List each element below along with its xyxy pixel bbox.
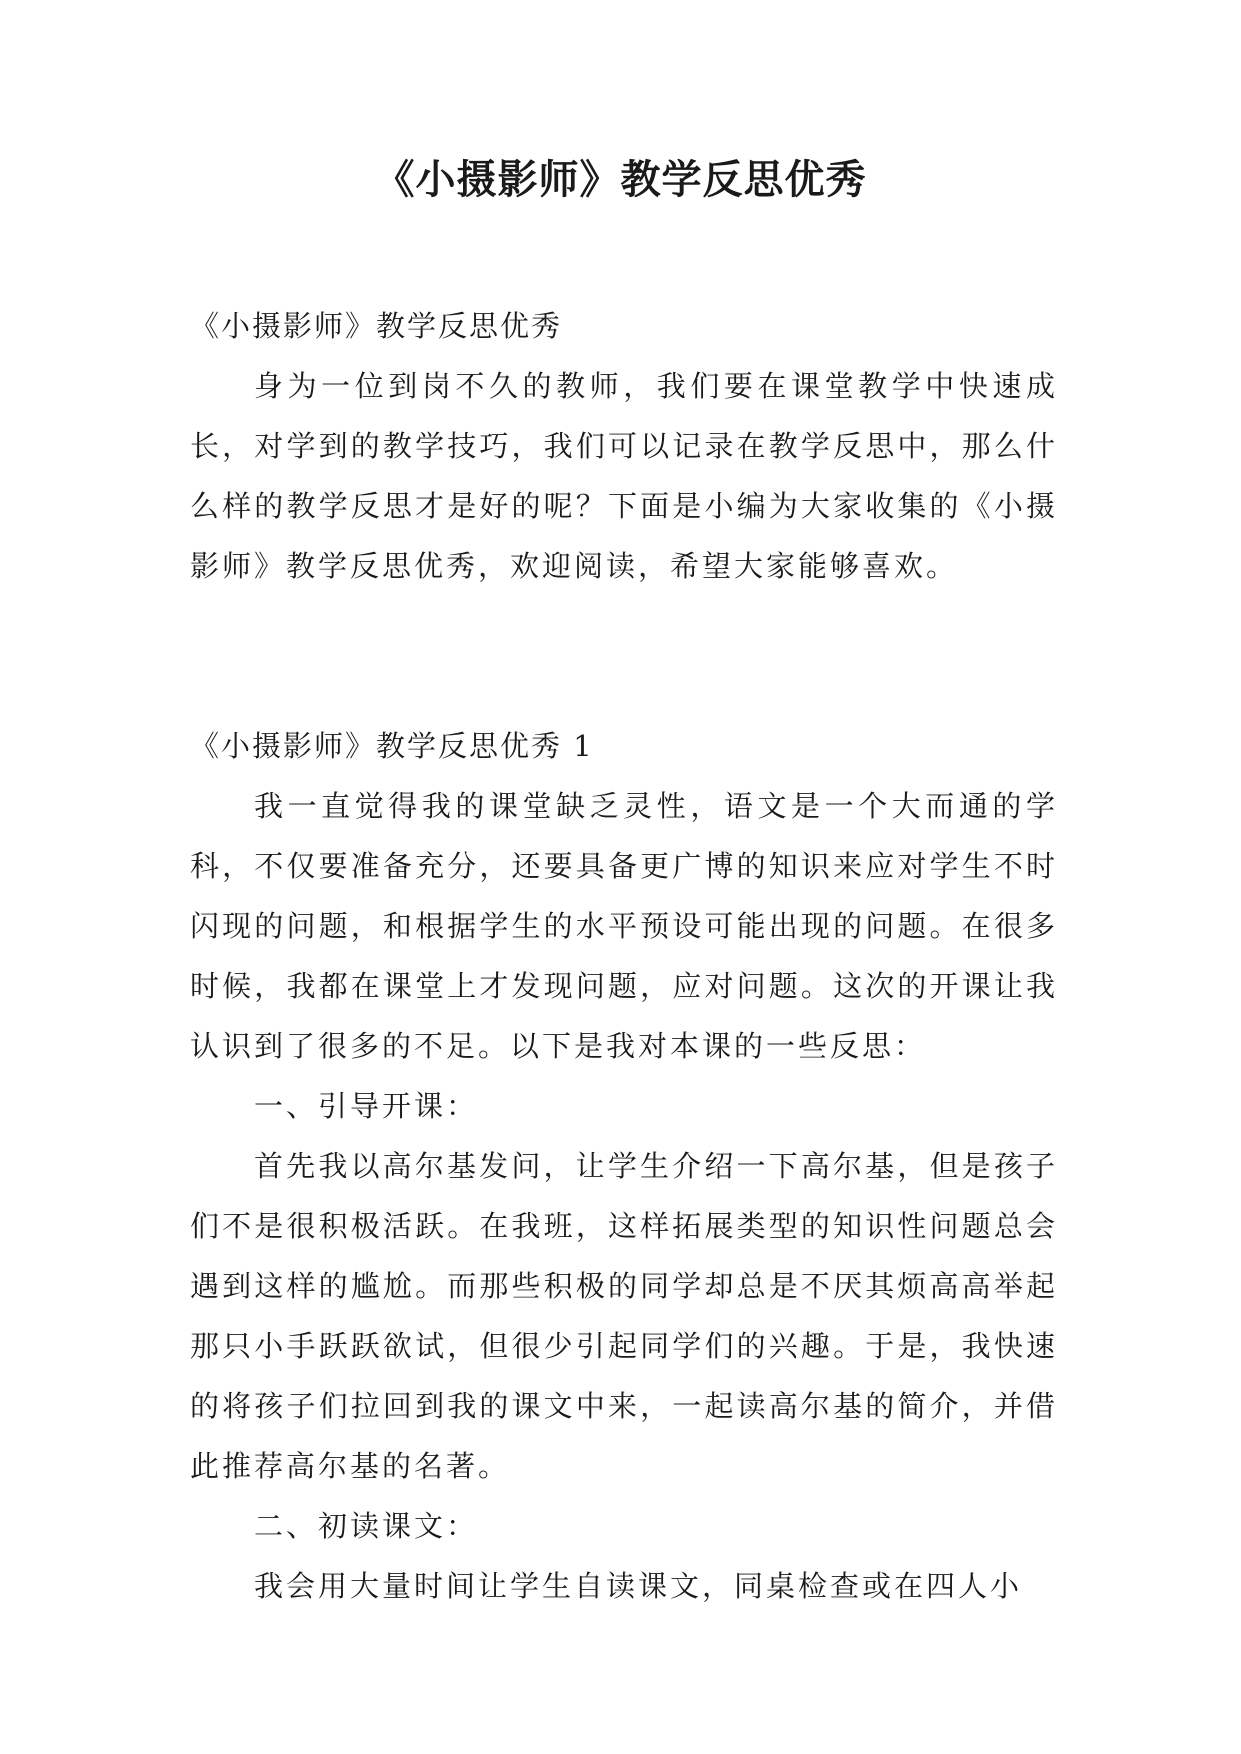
body-paragraph: 我会用大量时间让学生自读课文，同桌检查或在四人小 (254, 1569, 1023, 1603)
intro-paragraph: 身为一位到岗不久的教师，我们要在课堂教学中快速成长，对学到的教学技巧，我们可以记录在教学反思中，那么什么样的教学反思才是好的呢？下面是小编为大家收集的《小摄影师》教学反思优秀，欢迎阅读，希望大家能够喜欢。 (190, 369, 1058, 583)
body-paragraph: 我一直觉得我的课堂缺乏灵性，语文是一个大而通的学科，不仅要准备充分，还要具备更广博的知识来应对学生不时闪现的问题，和根据学生的水平预设可能出现的问题。在很多时候，我都在课堂上才发现问题，应对问题。这次的开课让我认识到了很多的不足。以下是我对本课的一些反思： (190, 789, 1058, 1063)
body-paragraph: 首先我以高尔基发问，让学生介绍一下高尔基，但是孩子们不是很积极活跃。在我班，这样拓展类型的知识性问题总会遇到这样的尴尬。而那些积极的同学却总是不厌其烦高高举起那只小手跃跃欲试，但很少引起同学们的兴趣。于是，我快速的将孩子们拉回到我的课文中来，一起读高尔基的简介，并借此推荐高尔基的名著。 (190, 1149, 1058, 1483)
section-heading: 《小摄影师》教学反思优秀 1 (190, 729, 594, 763)
intro-heading: 《小摄影师》教学反思优秀 (190, 309, 563, 343)
document-body (190, 296, 1058, 1616)
subsection-heading: 二、初读课文： (254, 1509, 479, 1543)
subsection-heading: 一、引导开课： (254, 1089, 479, 1123)
section-spacer (190, 596, 1058, 716)
document-title: 《小摄影师》教学反思优秀 (374, 157, 867, 203)
